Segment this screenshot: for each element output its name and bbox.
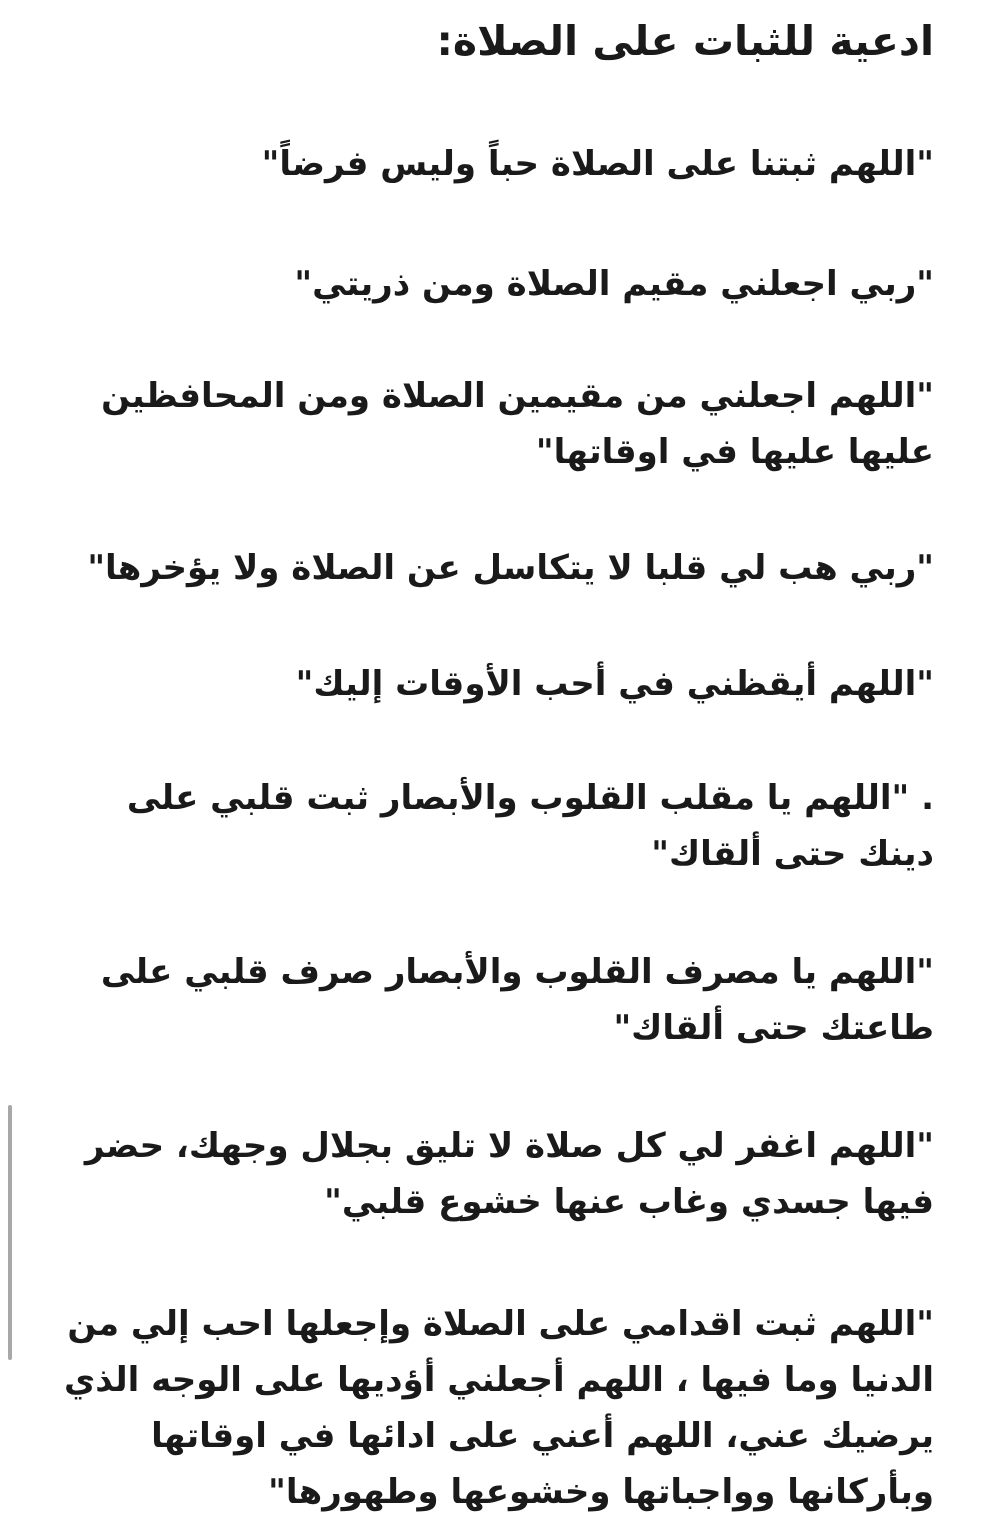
dua-item: "اللهم أيقظني في أحب الأوقات إليك" [295,664,934,704]
dua-item: "اللهم ثبت اقدامي على الصلاة وإجعلها احب إلي من الدنيا وما فيها ، اللهم أجعلني أؤديها على الوجه الذي يرضيك عني، اللهم أعني على ادائها في اوقاتها وبأركانها وواجباتها وخشوعها وطهورها" [64,1304,934,1512]
dua-item: "اللهم اغفر لي كل صلاة لا تليق بجلال وجهك، حضر فيها جسدي وغاب عنها خشوع قلبي" [84,1126,934,1222]
dua-item: . "اللهم يا مقلب القلوب والأبصار ثبت قلبي على دينك حتى ألقاك" [126,778,934,874]
dua-item: "اللهم اجعلني من مقيمين الصلاة ومن المحافظين عليها عليها في اوقاتها" [101,376,934,472]
scrollbar[interactable] [6,1105,14,1360]
dua-item: "اللهم ثبتنا على الصلاة حباً وليس فرضاً" [261,144,934,184]
dua-list [54,136,934,1520]
page-title: ادعية للثبات على الصلاة: [436,17,934,65]
scrollbar-thumb[interactable] [8,1105,12,1360]
note-content [54,10,934,1520]
dua-item: "ربي اجعلني مقيم الصلاة ومن ذريتي" [294,264,934,304]
dua-item: "اللهم يا مصرف القلوب والأبصار صرف قلبي على طاعتك حتى ألقاك" [100,952,934,1048]
dua-item: "ربي هب لي قلبا لا يتكاسل عن الصلاة ولا يؤخرها" [87,548,934,588]
